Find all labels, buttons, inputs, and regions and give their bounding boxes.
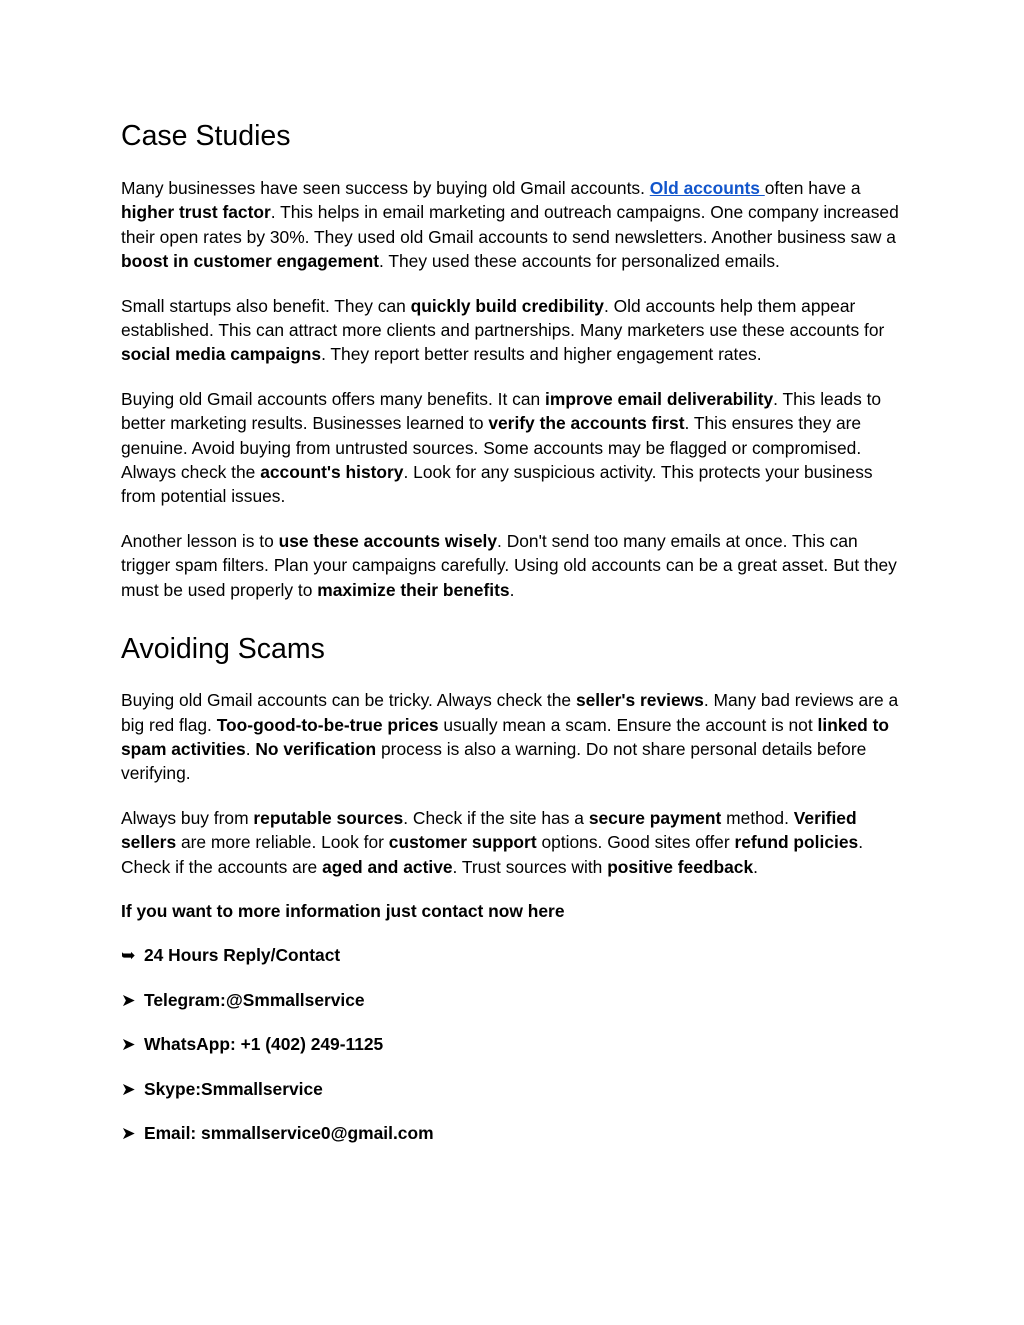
arrowhead-icon: ➤ bbox=[121, 1078, 136, 1099]
text-run: Many businesses have seen success by buying old Gmail accounts. bbox=[121, 178, 650, 198]
text-run: Buying old Gmail accounts can be tricky. Always check the bbox=[121, 690, 576, 711]
text-run: usually mean a scam. Ensure the account is not bbox=[438, 714, 818, 735]
bold-phrase: account's history bbox=[260, 462, 404, 483]
contact-item-whatsapp bbox=[121, 1032, 906, 1056]
contact-item-24-hours bbox=[121, 943, 906, 967]
contact-item-email bbox=[121, 1121, 906, 1145]
arrowhead-icon: ➤ bbox=[121, 989, 136, 1010]
case-studies-paragraph-1 bbox=[121, 176, 906, 274]
bold-phrase: use these accounts wisely bbox=[278, 530, 498, 551]
text-run: . Old accounts help them appear established. This can attract more clients and partnerships. Many marketers use these accounts for bbox=[121, 295, 885, 341]
contact-item-text: WhatsApp: +1 (402) 249-1125 bbox=[144, 1034, 384, 1055]
contact-item-text: 24 Hours Reply/Contact bbox=[144, 945, 341, 966]
text-run: . Don't send too many emails at once. This can trigger spam filters. Plan your campaigns carefully. Using old accounts can be a great asset. But they must be used properly to bbox=[121, 530, 897, 600]
contact-item-text: Skype:Smmallservice bbox=[144, 1078, 323, 1099]
bold-phrase: secure payment bbox=[588, 807, 722, 828]
case-studies-heading: Case Studies bbox=[121, 120, 291, 152]
text-run: Always buy from bbox=[121, 807, 254, 828]
text-run: . Look for any suspicious activity. This protects your business from potential issues. bbox=[121, 462, 873, 507]
text-run: . Many bad reviews are a big red flag. bbox=[121, 690, 899, 735]
text-run: Buying old Gmail accounts offers many benefits. It can bbox=[121, 388, 546, 409]
bold-phrase: maximize their benefits bbox=[317, 579, 510, 600]
bold-phrase: No verification bbox=[255, 738, 377, 759]
text-run: often have a bbox=[764, 178, 861, 198]
text-run: Small startups also benefit. They can bbox=[121, 295, 411, 316]
text-run: . Check if the site has a bbox=[403, 807, 589, 828]
text-run: . This helps in email marketing and outreach campaigns. One company increased their open rates by 30%. They used old Gmail accounts to send newsletters. Another business saw a bbox=[121, 202, 899, 247]
avoiding-scams-paragraph-1 bbox=[121, 688, 906, 786]
case-studies-paragraph-3 bbox=[121, 387, 906, 509]
contact-intro: If you want to more information just contact now here bbox=[121, 900, 565, 921]
bold-phrase: boost in customer engagement bbox=[121, 251, 379, 272]
text-run: Another lesson is to bbox=[121, 530, 279, 551]
bold-phrase: Verified sellers bbox=[121, 807, 857, 853]
bold-phrase: aged and active bbox=[322, 856, 453, 877]
text-run: . Trust sources with bbox=[452, 856, 608, 877]
old-accounts-link[interactable]: Old accounts bbox=[649, 178, 765, 198]
bold-phrase: improve email deliverability bbox=[545, 388, 774, 409]
bold-phrase: social media campaigns bbox=[121, 344, 322, 365]
bold-phrase: quickly build credibility bbox=[410, 295, 604, 316]
contact-item-telegram bbox=[121, 988, 906, 1012]
avoiding-scams-heading: Avoiding Scams bbox=[121, 633, 325, 666]
text-run: . They used these accounts for personalized emails. bbox=[379, 251, 780, 272]
bold-phrase: customer support bbox=[388, 832, 537, 853]
bold-phrase: reputable sources bbox=[253, 807, 404, 828]
bold-phrase: positive feedback bbox=[607, 856, 754, 877]
bold-phrase: verify the accounts first bbox=[488, 413, 685, 434]
contact-item-text: Email: smmallservice0@gmail.com bbox=[144, 1122, 434, 1143]
text-run: . Check if the accounts are bbox=[121, 832, 864, 877]
text-run: . bbox=[509, 579, 515, 600]
text-run: are more reliable. Look for bbox=[176, 832, 389, 853]
arrowhead-icon: ➤ bbox=[121, 1034, 136, 1055]
text-run: method. bbox=[721, 807, 794, 828]
text-run: options. Good sites offer bbox=[536, 832, 735, 853]
text-run: . bbox=[753, 856, 758, 877]
document-page bbox=[121, 118, 906, 1145]
text-run: . This ensures they are genuine. Avoid buying from untrusted sources. Some accounts may be flagged or compromised. Always check the bbox=[121, 413, 862, 483]
bold-phrase: refund policies bbox=[734, 832, 859, 853]
text-run: . bbox=[245, 738, 256, 759]
bold-phrase: seller's reviews bbox=[575, 690, 704, 711]
bold-phrase: linked to spam activities bbox=[121, 714, 890, 759]
bold-phrase: Too-good-to-be-true prices bbox=[216, 714, 439, 735]
arrowhead-icon: ➤ bbox=[121, 1122, 136, 1143]
bold-phrase: higher trust factor bbox=[121, 202, 271, 223]
curved-arrow-icon: ➥ bbox=[121, 945, 136, 966]
text-run: . This leads to better marketing results. Businesses learned to bbox=[121, 388, 882, 434]
case-studies-section bbox=[121, 118, 906, 602]
contact-item-text: Telegram:@Smmallservice bbox=[144, 989, 365, 1010]
text-run: process is also a warning. Do not share personal details before verifying. bbox=[121, 738, 867, 784]
contact-item-skype bbox=[121, 1077, 906, 1101]
case-studies-paragraph-2 bbox=[121, 294, 906, 367]
text-run: . They report better results and higher engagement rates. bbox=[321, 344, 762, 365]
avoiding-scams-paragraph-2 bbox=[121, 806, 906, 879]
avoiding-scams-section bbox=[121, 631, 906, 1145]
case-studies-paragraph-4 bbox=[121, 529, 906, 602]
